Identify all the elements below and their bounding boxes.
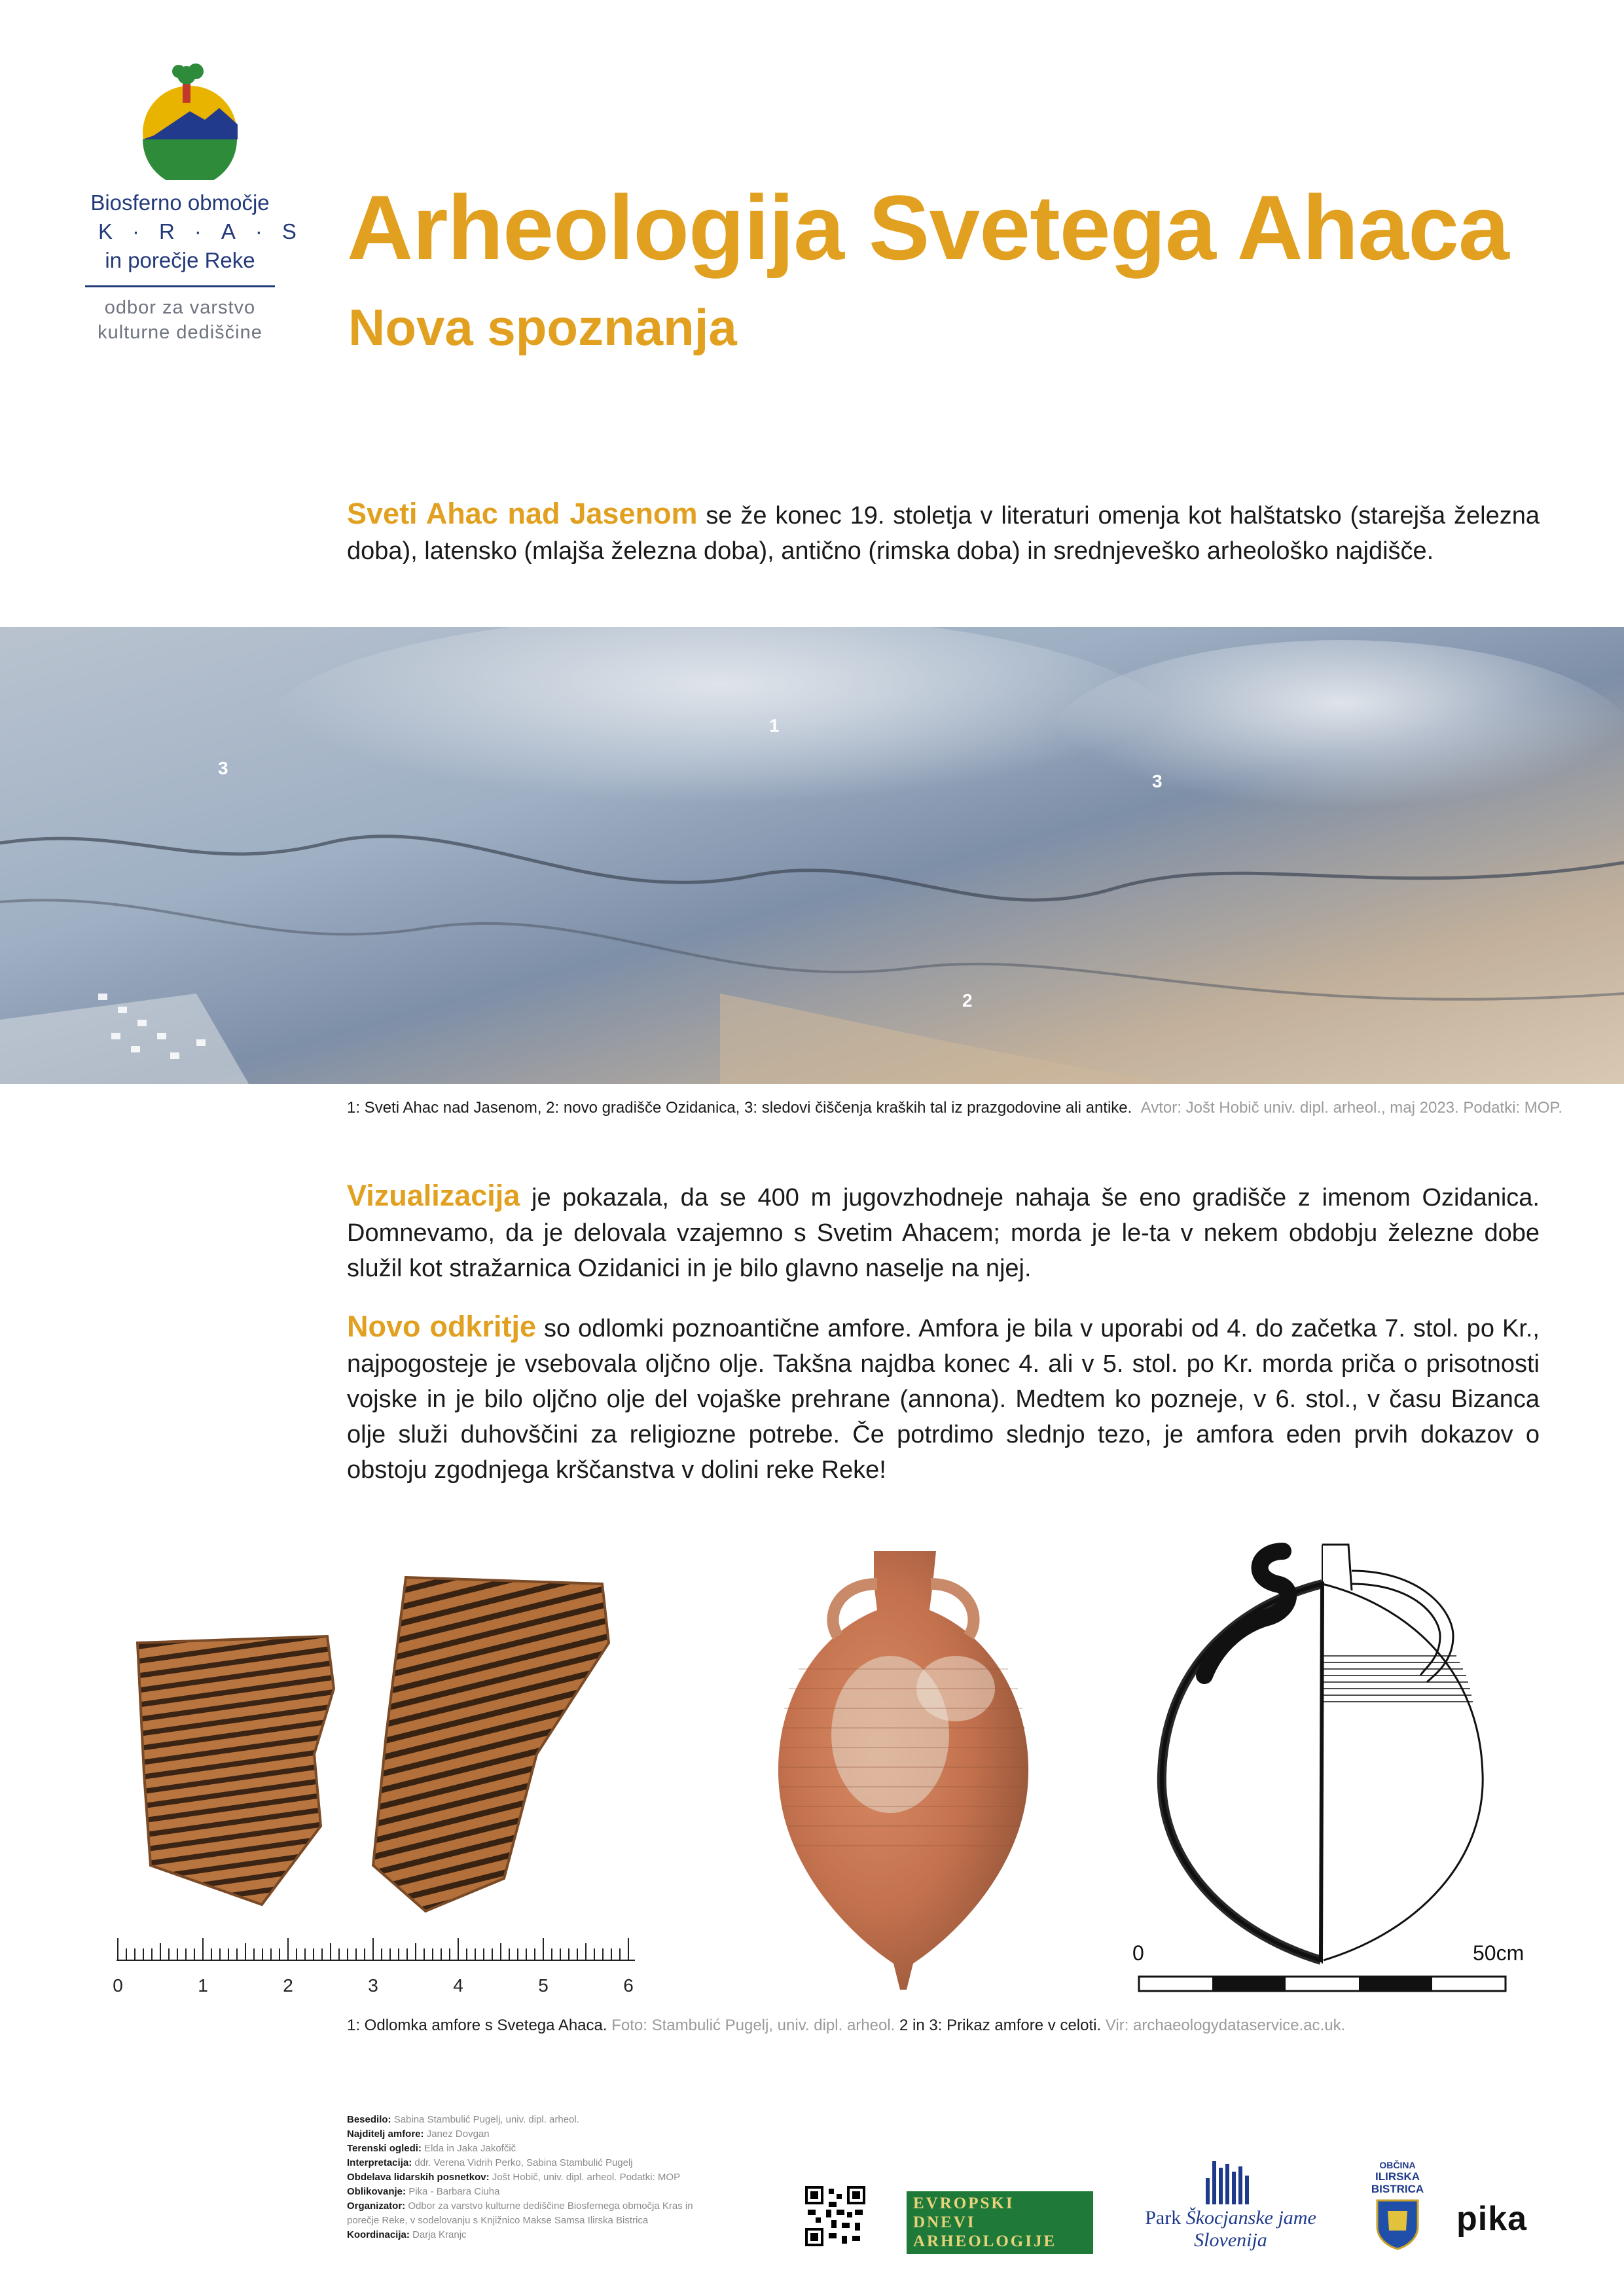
map-label-3-left: 3 xyxy=(218,758,228,778)
intro-lead: Sveti Ahac nad Jasenom xyxy=(347,497,698,530)
map-label-1: 1 xyxy=(769,715,780,736)
lidar-map-image xyxy=(0,627,1624,1084)
map-caption-text: 1: Sveti Ahac nad Jasenom, 2: novo gradišče Ozidanica, 3: sledovi čiščenja kraških tal iz prazgodovine ali antike. xyxy=(347,1099,1132,1117)
organization-name xyxy=(79,188,316,345)
amphora-photo-image xyxy=(740,1538,1067,1996)
pika-logo: pika xyxy=(1456,2200,1528,2238)
discovery-paragraph xyxy=(347,1309,1540,1488)
ruler-scale xyxy=(111,1928,655,2000)
map-caption xyxy=(347,1097,1562,1119)
obcina-ilirska-bistrica-logo: OBČINA ILIRSKA BISTRICA xyxy=(1362,2160,1434,2258)
ruler-label-4: 4 xyxy=(453,1975,463,1996)
credit-line: Obdelava lidarskih posnetkov: Jošt Hobič, univ. dipl. arheol. Podatki: MOP xyxy=(347,2172,681,2183)
qr-code-icon[interactable] xyxy=(805,2186,865,2246)
org-divider xyxy=(85,285,275,287)
artifacts-caption-1: 1: Odlomka amfore s Svetega Ahaca. xyxy=(347,2017,607,2034)
artifacts-credit-2: Vir: archaeologydataservice.ac.uk. xyxy=(1105,2017,1346,2034)
scalebar-start-label: 0 xyxy=(1132,1941,1144,1965)
org-line-5: kulturne dediščine xyxy=(98,322,262,343)
ruler-label-6: 6 xyxy=(623,1975,634,1996)
ruler-label-1: 1 xyxy=(198,1975,208,1996)
biosphere-logo-icon xyxy=(128,56,252,180)
map-credit: Avtor: Jošt Hobič univ. dipl. arheol., maj 2023. Podatki: MOP. xyxy=(1140,1099,1562,1117)
visualization-text: je pokazala, da se 400 m jugovzhodneje nahaja še eno gradišče z imenom Ozidanica. Domnevamo, da je delovala vzajemno s Svetim Ahacem; morda je le-ta v nekem obdobju železne dobe služil kot stražarnica Ozidanici in je bilo glavno naselje na njej. xyxy=(347,1184,1540,1282)
ruler-label-5: 5 xyxy=(538,1975,549,1996)
artifacts-credit-1: Foto: Stambulić Pugelj, univ. dipl. arheol. xyxy=(611,2017,895,2034)
credit-line: Najditelj amfore: Janez Dovgan xyxy=(347,2128,490,2140)
visualization-lead: Vizualizacija xyxy=(347,1179,520,1212)
discovery-lead: Novo odkritje xyxy=(347,1310,536,1343)
intro-text: se že konec 19. stoletja v literaturi omenja kot halštatsko (starejša železna doba), latensko (mlajša železna doba), antično (rimska doba) in srednjeveško arheološko najdišče. xyxy=(347,502,1540,565)
ruler-label-2: 2 xyxy=(283,1975,293,1996)
amphora-drawing-image xyxy=(1126,1532,1551,2003)
org-line-2: K·R·A·S xyxy=(98,219,316,243)
credit-line: Besedilo: Sabina Stambulić Pugelj, univ. dipl. arheol. xyxy=(347,2114,579,2125)
intro-paragraph xyxy=(347,496,1540,569)
org-line-4: odbor za varstvo xyxy=(104,297,256,318)
page-title: Arheologija Svetega Ahaca xyxy=(347,176,1509,279)
map-label-2: 2 xyxy=(962,990,973,1011)
ruler-label-0: 0 xyxy=(113,1975,123,1996)
cave-stalactite-icon xyxy=(1132,2161,1329,2207)
coat-of-arms-icon xyxy=(1375,2198,1420,2250)
ruler-label-3: 3 xyxy=(368,1975,378,1996)
european-archaeology-days-logo: EVROPSKI DNEVI ARHEOLOGIJE xyxy=(907,2191,1093,2254)
credit-line: Koordinacija: Darja Kranjc xyxy=(347,2229,467,2240)
credit-line: Interpretacija: ddr. Verena Vidrih Perko, Sabina Stambulić Pugelj xyxy=(347,2157,633,2168)
visualization-paragraph xyxy=(347,1178,1540,1286)
artifacts-caption-2: 2 in 3: Prikaz amfore v celoti. xyxy=(899,2017,1102,2034)
credit-line: Oblikovanje: Pika - Barbara Ciuha xyxy=(347,2186,500,2197)
credit-line: Organizator: Odbor za varstvo kulturne dediščine Biosfernega območja Kras in porečje Reke, v sodelovanju s Knjižnico Makse Samsa Ilirska Bistrica xyxy=(347,2200,693,2226)
amphora-shards-image xyxy=(111,1538,687,1924)
org-line-1: Biosferno območje xyxy=(90,190,270,215)
artifacts-caption xyxy=(347,2015,1345,2037)
park-skocjanske-jame-logo: Park Škocjanske jame Slovenija xyxy=(1132,2161,1329,2259)
page-subtitle: Nova spoznanja xyxy=(348,298,737,356)
credits-block xyxy=(347,2113,713,2242)
scalebar-end-label: 50cm xyxy=(1473,1941,1525,1965)
credit-line: Terenski ogledi: Elda in Jaka Jakofčič xyxy=(347,2143,516,2154)
map-label-3-right: 3 xyxy=(1152,771,1163,791)
discovery-text: so odlomki poznoantične amfore. Amfora je bila v uporabi od 4. do začetka 7. stol. po Kr., najpogosteje je vsebovala oljčno olje. Takšna najdba konec 4. ali v 5. stol. po Kr. morda priča o prisotnosti vojske in je bilo oljčno olje del vojaške prehrane (annona). Medtem ko pozneje, v 6. stol., v času Bizanca olje služi duhovščini za religiozne potrebe. Če potrdimo slednjo tezo, je amfora eden prvih dokazov o obstoju zgodnjega krščanstva v dolini reke Reke! xyxy=(347,1315,1540,1484)
org-line-3: in porečje Reke xyxy=(105,248,255,272)
